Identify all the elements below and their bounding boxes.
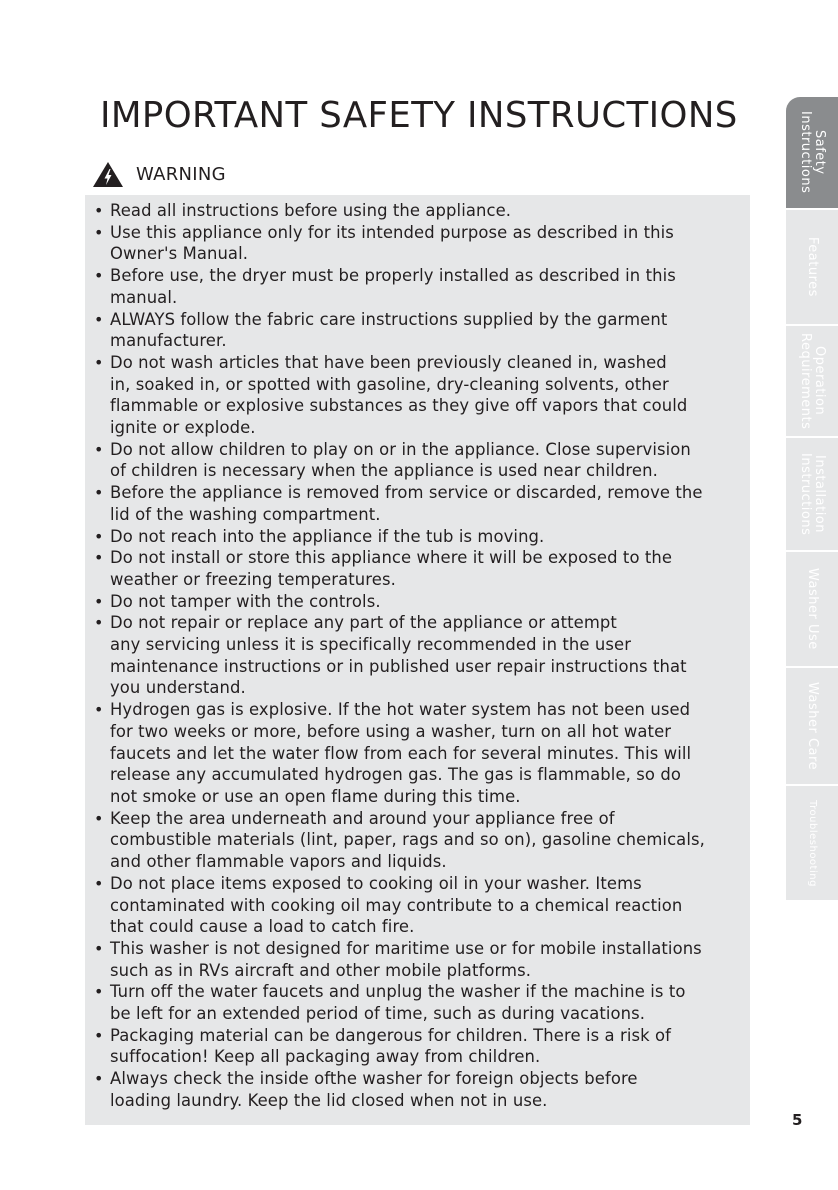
bullet-icon: •: [94, 1025, 104, 1045]
tab-label: Washer Care: [805, 681, 820, 771]
instruction-text: Do not wash articles that have been previously cleaned in, washed in, soaked in, or spotted with gasoline, dry-cleaning solvents, other flammable or explosive substances as they give off vapors that could ignite or explode.: [110, 352, 688, 438]
instruction-item: [94, 591, 750, 613]
tab-label: Safety Instructions: [798, 111, 827, 194]
instruction-text: Hydrogen gas is explosive. If the hot water system has not been used for two weeks or more, before using a washer, turn on all hot water faucets and let the water flow from each for several minutes. This will release any accumulated hydrogen gas. The gas is flammable, so do not smoke or use an open flame during this time.: [110, 700, 692, 806]
instruction-item: [94, 612, 750, 699]
instruction-text: This washer is not designed for maritime use or for mobile installations such as in RVs aircraft and other mobile platforms.: [110, 938, 702, 980]
instruction-item: [94, 1068, 750, 1111]
tab-label: Washer Use: [805, 568, 820, 650]
bullet-icon: •: [94, 483, 104, 503]
bullet-icon: •: [94, 439, 104, 459]
page-number: 5: [792, 1111, 803, 1129]
instruction-item: [94, 482, 750, 525]
instruction-item: [94, 547, 750, 590]
warning-box: [85, 195, 750, 1125]
tab-safety-instructions[interactable]: [786, 97, 838, 210]
instruction-item: [94, 265, 750, 308]
bullet-icon: •: [94, 222, 104, 242]
instruction-text: Keep the area underneath and around your appliance free of combustible materials (lint, paper, rags and so on), gasoline chemicals, and other flammable vapors and liquids.: [110, 808, 705, 872]
warning-heading: [92, 160, 226, 188]
instruction-text: Use this appliance only for its intended purpose as described in this Owner's Manual.: [110, 222, 674, 264]
bullet-icon: •: [94, 808, 104, 828]
instruction-text: Packaging material can be dangerous for children. There is a risk of suffocation! Keep all packaging away from children.: [110, 1025, 672, 1067]
tab-label: Troubleshooting: [807, 799, 818, 887]
instruction-text: Always check the inside ofthe washer for foreign objects before loading laundry. Keep the lid closed when not in use.: [110, 1069, 638, 1110]
instruction-text: Do not allow children to play on or in the appliance. Close supervision of children is necessary when the appliance is used near children.: [110, 439, 691, 481]
instruction-item: [94, 439, 750, 482]
warning-triangle-lightning-icon: [92, 161, 124, 188]
tab-features[interactable]: [786, 210, 838, 326]
tab-washer-use[interactable]: [786, 552, 838, 668]
tab-operation-requirements[interactable]: [786, 326, 838, 438]
instruction-text: Do not place items exposed to cooking oil in your washer. Items contaminated with cooking oil may contribute to a chemical reaction that could cause a load to catch fire.: [110, 873, 683, 937]
tab-label: Installation Instructions: [798, 452, 827, 536]
bullet-icon: •: [94, 526, 104, 546]
instruction-text: Read all instructions before using the appliance.: [110, 201, 512, 220]
instruction-item: [94, 873, 750, 938]
bullet-icon: •: [94, 201, 104, 220]
bullet-icon: •: [94, 591, 104, 611]
bullet-icon: •: [94, 266, 104, 286]
instruction-text: ALWAYS follow the fabric care instructions supplied by the garment manufacturer.: [110, 309, 668, 351]
instruction-item: [94, 1025, 750, 1068]
instruction-item: [94, 352, 750, 439]
instruction-item: [94, 200, 750, 222]
instruction-item: [94, 699, 750, 808]
bullet-icon: •: [94, 938, 104, 958]
instruction-text: Do not repair or replace any part of the appliance or attempt any servicing unless it is specifically recommended in the user maintenance instructions or in published user repair instructions that you understand.: [110, 613, 687, 698]
instruction-text: Turn off the water faucets and unplug the washer if the machine is to be left for an extended period of time, such as during vacations.: [110, 982, 686, 1024]
instruction-item: [94, 309, 750, 352]
instruction-item: [94, 808, 750, 873]
bullet-icon: •: [94, 873, 104, 893]
instruction-item: [94, 222, 750, 265]
bullet-icon: •: [94, 982, 104, 1002]
tab-label: Operation Requirements: [798, 332, 827, 430]
bullet-icon: •: [94, 1069, 104, 1089]
bullet-icon: •: [94, 700, 104, 720]
instruction-item: [94, 981, 750, 1024]
instruction-text: Before use, the dryer must be properly installed as described in this manual.: [110, 266, 676, 307]
bullet-icon: •: [94, 352, 104, 372]
instruction-item: [94, 526, 750, 548]
instruction-text: Before the appliance is removed from service or discarded, remove the lid of the washing compartment.: [110, 483, 703, 524]
instruction-text: Do not tamper with the controls.: [110, 591, 381, 611]
bullet-icon: •: [94, 613, 104, 633]
instruction-text: Do not reach into the appliance if the tub is moving.: [110, 526, 545, 546]
page-title: IMPORTANT SAFETY INSTRUCTIONS: [100, 95, 738, 136]
tab-washer-care[interactable]: [786, 668, 838, 786]
instructions-list: [94, 200, 750, 1112]
tab-label: Features: [805, 237, 820, 297]
bullet-icon: •: [94, 548, 104, 568]
instruction-text: Do not install or store this appliance where it will be exposed to the weather or freezing temperatures.: [110, 548, 673, 589]
tab-installation-instructions[interactable]: [786, 438, 838, 552]
instruction-item: [94, 938, 750, 981]
warning-label: WARNING: [136, 163, 226, 185]
bullet-icon: •: [94, 309, 104, 329]
tab-troubleshooting[interactable]: [786, 786, 838, 902]
